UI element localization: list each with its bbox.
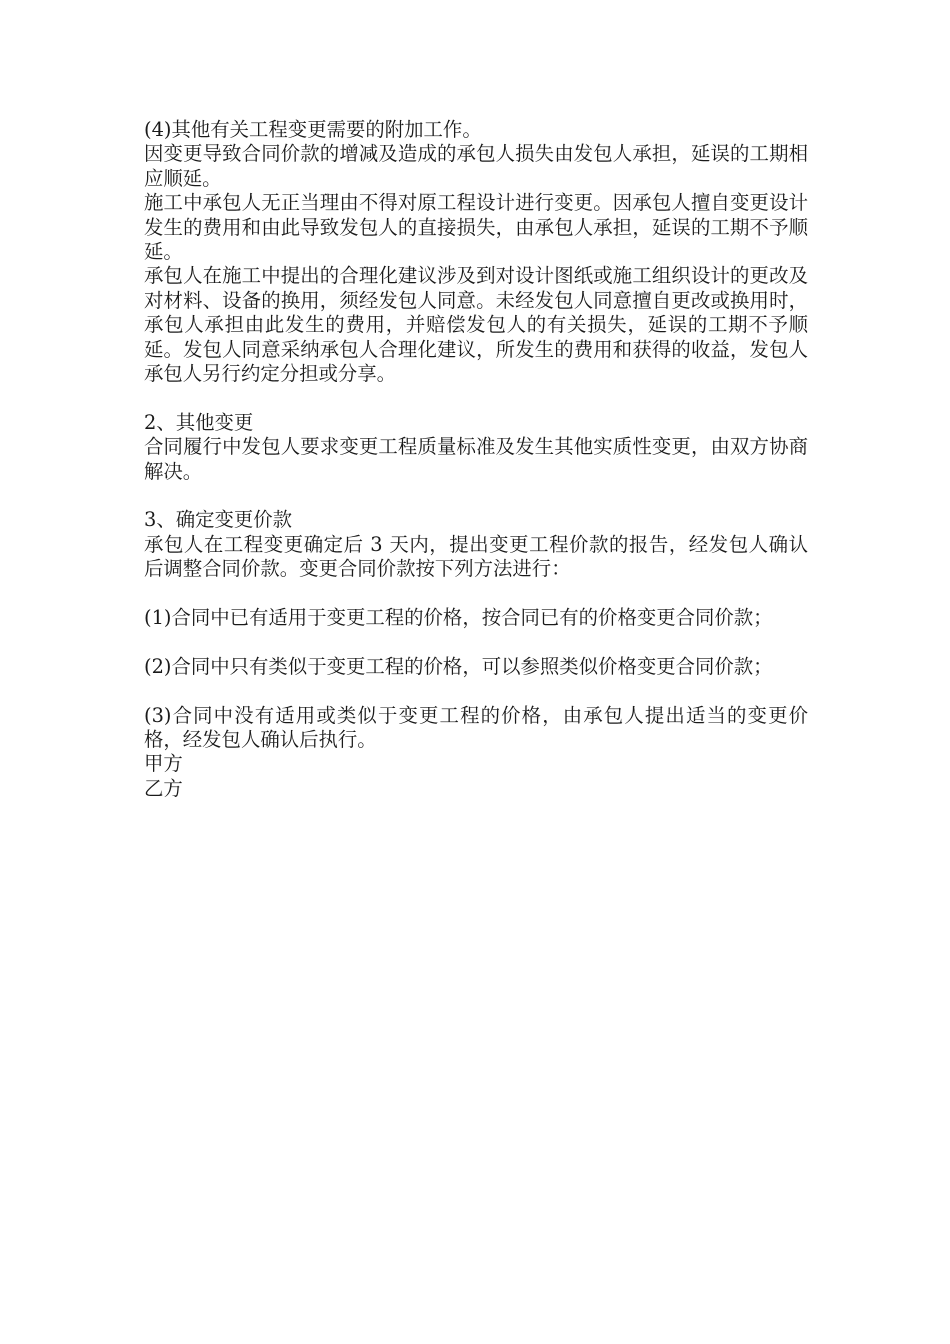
list-item-method-1: (1)合同中已有适用于变更工程的价格，按合同已有的价格变更合同价款； bbox=[144, 606, 773, 630]
document-page bbox=[144, 118, 808, 801]
paragraph-other-changes: 合同履行中发包人要求变更工程质量标准及发生其他实质性变更，由双方协商解决。 bbox=[144, 435, 808, 483]
list-item-method-2: (2)合同中只有类似于变更工程的价格，可以参照类似价格变更合同价款； bbox=[144, 654, 773, 678]
blank-line bbox=[144, 630, 808, 654]
paragraph-price-determination: 承包人在工程变更确定后 3 天内，提出变更工程价款的报告，经发包人确认后调整合同价款。变更合同价款按下列方法进行： bbox=[144, 532, 808, 581]
section-heading-price-determination: 3、确定变更价款 bbox=[144, 508, 293, 532]
paragraph-price-change-liability: 因变更导致合同价款的增减及造成的承包人损失由发包人承担，延误的工期相应顺延。 bbox=[144, 142, 808, 190]
signature-party-b: 乙方 bbox=[144, 776, 183, 800]
blank-line bbox=[144, 386, 808, 410]
blank-line bbox=[144, 484, 808, 508]
paragraph-no-unauthorized-change: 施工中承包人无正当理由不得对原工程设计进行变更。因承包人擅自变更设计发生的费用和由此导致发包人的直接损失，由承包人承担，延误的工期不予顺延。 bbox=[144, 191, 808, 264]
paragraph-rationalization-proposals: 承包人在施工中提出的合理化建议涉及到对设计图纸或施工组织设计的更改及对材料、设备的换用，须经发包人同意。未经发包人同意擅自更改或换用时，承包人承担由此发生的费用，并赔偿发包人的有关损失，延误的工期不予顺延。发包人同意采纳承包人合理化建议，所发生的费用和获得的收益，发包人承包人另行约定分担或分享。 bbox=[144, 264, 808, 386]
blank-line bbox=[144, 679, 808, 703]
list-item-method-3: (3)合同中没有适用或类似于变更工程的价格，由承包人提出适当的变更价格，经发包人确认后执行。 bbox=[144, 703, 808, 752]
section-heading-other-changes: 2、其他变更 bbox=[144, 410, 254, 434]
blank-line bbox=[144, 582, 808, 606]
signature-party-a: 甲方 bbox=[144, 752, 183, 776]
paragraph-additional-work: (4)其他有关工程变更需要的附加工作。 bbox=[144, 118, 482, 141]
